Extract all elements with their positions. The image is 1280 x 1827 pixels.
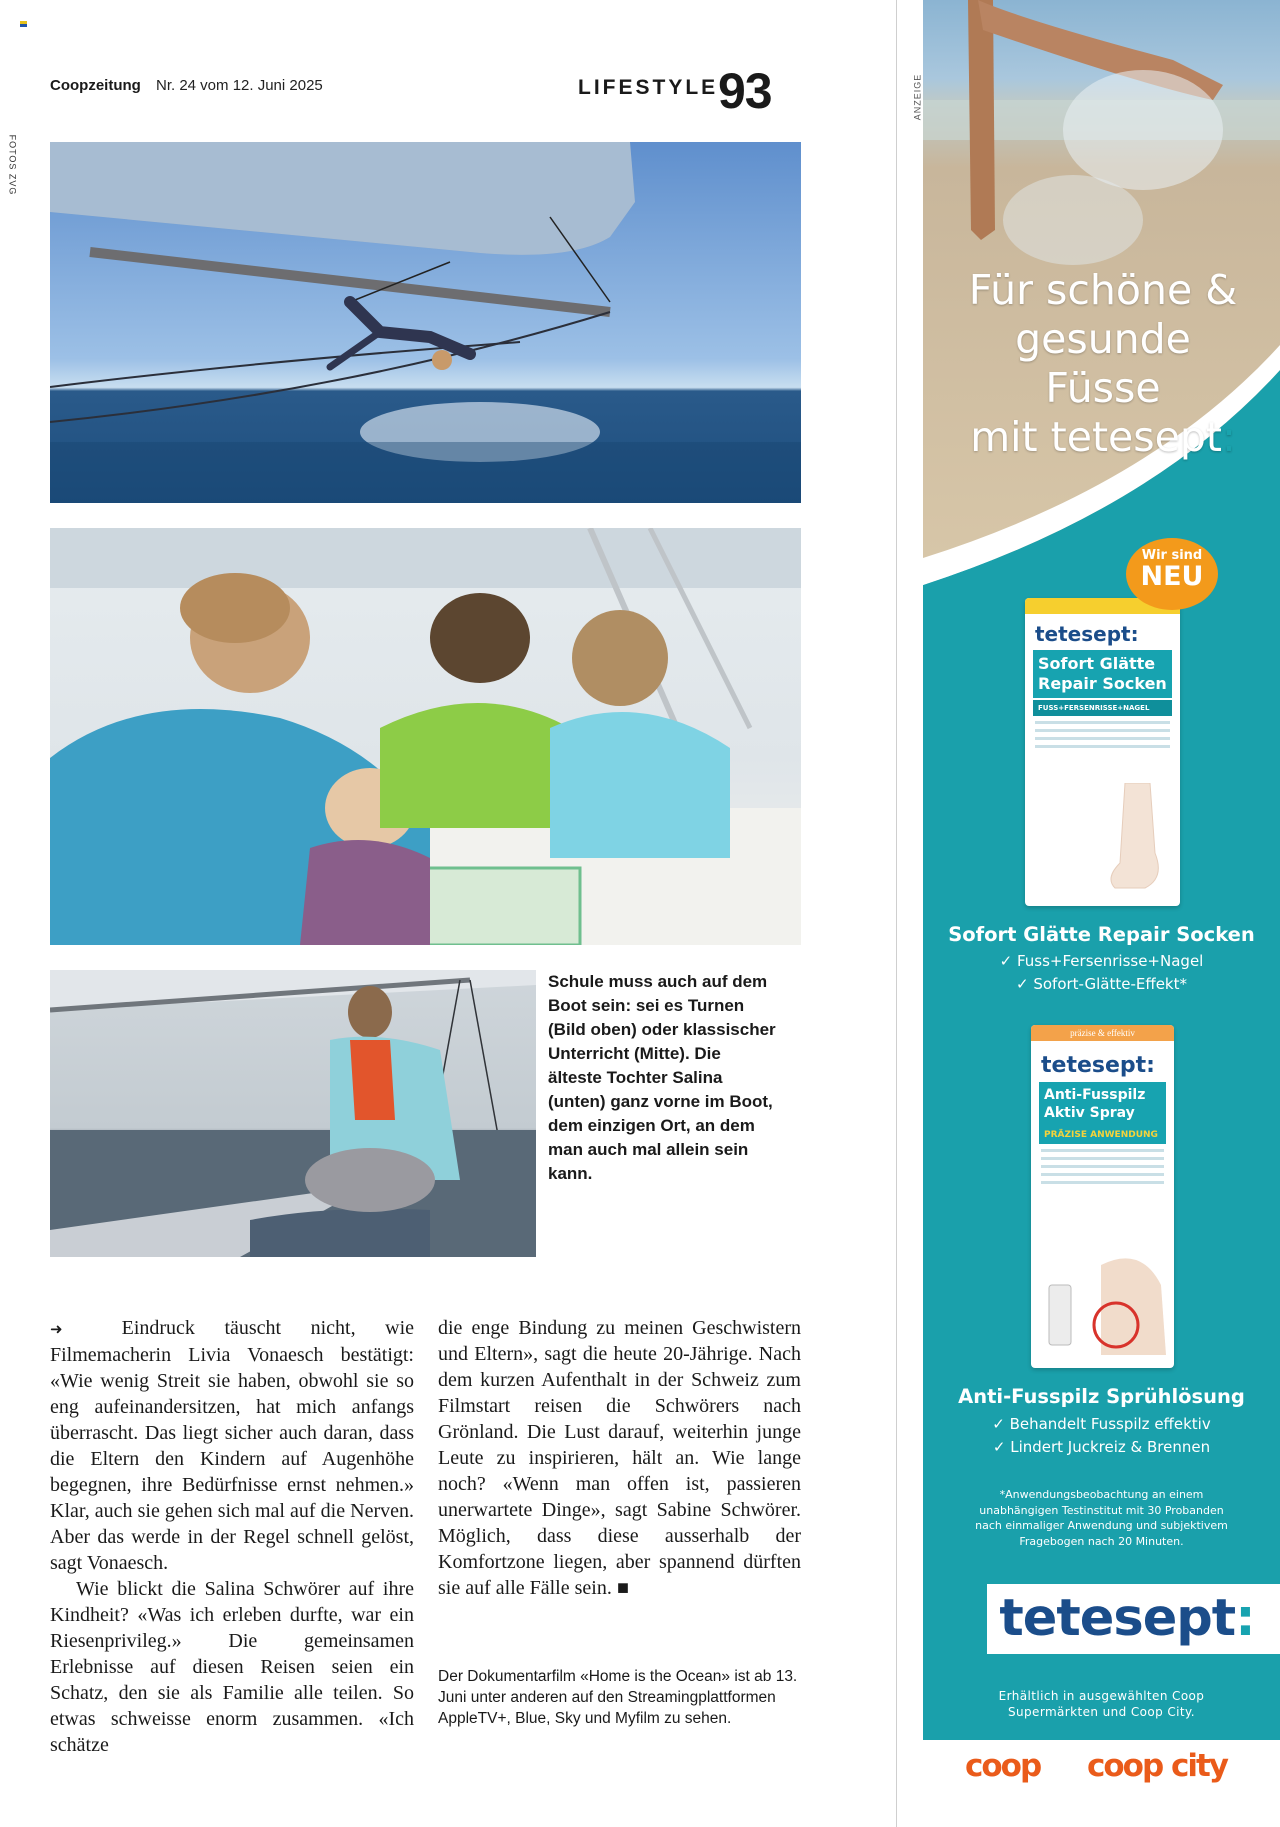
ad-headline-line	[953, 413, 1253, 462]
logo-colon: :	[1235, 1589, 1255, 1648]
product-2-bullets	[923, 1413, 1280, 1459]
product-2-bullet: ✓ Lindert Juckreiz & Brennen	[992, 1438, 1211, 1456]
pack-text-lines	[1031, 1149, 1174, 1184]
pack-product-name: Anti-Fusspilz Aktiv Spray	[1039, 1082, 1166, 1126]
article-text: Eindruck täuscht nicht, wie Filmemacherin Livia Vonaesch bestätigt: «Wie wenig Streit sie haben, obwohl sie so eng aufeinandersitzen, hat mich anfangs überrascht. Das liegt sicher auch daran, dass die Eltern den Kindern auf Augenhöhe begegnen, ihre Bedürfnisse ernst nehmen.» Klar, auch sie gehen sich mal auf die Nerven. Aber das werde in der Regel schnell gelöst, sagt Vonaesch.	[50, 1317, 415, 1574]
badge-top-text: Wir sind	[1141, 548, 1203, 563]
end-mark-icon: ■	[616, 1577, 629, 1599]
article-column-1	[50, 1315, 414, 1758]
article-paragraph	[50, 1315, 414, 1576]
ad-footnote: *Anwendungsbeobachtung an einem unabhängigen Testinstitut mit 30 Probanden nach einmaliger Anwendung und subjektivem Fragebogen nach 20 Minuten.	[975, 1488, 1228, 1548]
photo-boat-classroom-art	[50, 528, 801, 945]
coop-logo: coop	[965, 1748, 1041, 1784]
product-1-bullet: ✓ Sofort-Glätte-Effekt*	[1016, 975, 1187, 993]
pack-brand: tetesept:	[1035, 622, 1139, 646]
ad-headline-line: Für schöne &	[968, 266, 1238, 314]
ad-label: ANZEIGE	[912, 73, 923, 121]
section-title: LIFESTYLE	[578, 76, 719, 99]
photo-caption: Schule muss auch auf dem Boot sein: sei es Turnen (Bild oben) oder klassischer Unterricht (Mitte). Die älteste Tochter Salina (unten) ganz vorne im Boot, dem einzigen Ort, an dem man auch mal allein sein kann.	[548, 972, 776, 1183]
tetesept-logo	[987, 1584, 1280, 1654]
pack-product-name: Sofort Glätte Repair Socken	[1033, 650, 1172, 698]
pack-subline: FUSS+FERSENRISSE+NAGEL	[1033, 700, 1172, 716]
flag-mark	[20, 21, 27, 27]
photo-boat-classroom	[50, 528, 801, 945]
product-pack-spray	[1031, 1025, 1174, 1368]
ad-headline-colon: :	[1221, 413, 1236, 461]
pack-subline: PRÄZISE ANWENDUNG	[1039, 1126, 1166, 1144]
product-1-name: Sofort Glätte Repair Socken	[948, 923, 1255, 946]
logo-text: tetesept	[999, 1589, 1236, 1648]
new-badge	[1126, 538, 1218, 610]
coop-city-logo: coop city	[1087, 1748, 1227, 1784]
ad-headline-brand: mit tetesept	[970, 413, 1222, 461]
product-2-name: Anti-Fusspilz Sprühlösung	[958, 1385, 1245, 1408]
article-paragraph: Wie blickt die Salina Schwörer auf ihre Kindheit? «Was ich erleben durfte, war ein Riesenprivileg.» Die gemeinsamen Erlebnisse auf diesen Reisen seien ein Schatz, den sie als Familie alle teilen. So etwas schweisse enorm zusammen. «Ich schätze	[50, 1578, 414, 1756]
issue-info: Nr. 24 vom 12. Juni 2025	[156, 77, 323, 94]
availability-text: Erhältlich in ausgewählten Coop Supermärkten und Coop City.	[998, 1689, 1205, 1719]
ad-headline	[953, 266, 1253, 462]
photo-salina-bow-art	[50, 970, 536, 1257]
column-divider	[896, 0, 897, 1827]
pack-text-lines	[1025, 721, 1180, 748]
photo-sailing-gymnastics	[50, 142, 801, 503]
spray-foot-illustration-icon	[1031, 1245, 1174, 1368]
article-column-2	[438, 1315, 801, 1601]
pack-top-band: präzise & effektiv	[1031, 1025, 1174, 1041]
product-1-bullets	[923, 950, 1280, 996]
tetesept-advertisement[interactable]	[923, 0, 1280, 1827]
photo-salina-bow	[50, 970, 536, 1257]
film-credit-note: Der Dokumentarfilm «Home is the Ocean» ist ab 13. Juni unter anderen auf den Streamingplattformen AppleTV+, Blue, Sky und Myfilm zu sehen.	[438, 1668, 798, 1727]
article-paragraph	[438, 1315, 801, 1601]
page-number: 93	[718, 63, 772, 119]
publication-name: Coopzeitung	[50, 77, 141, 94]
product-pack-socks	[1025, 598, 1180, 906]
photo-credit: FOTOS ZVG	[7, 134, 18, 196]
pack-brand: tetesept:	[1041, 1053, 1155, 1078]
ad-headline-line: gesunde Füsse	[1015, 315, 1191, 412]
continuation-arrow-icon: ➜	[50, 1320, 63, 1338]
product-2-bullet: ✓ Behandelt Fusspilz effektiv	[992, 1415, 1211, 1433]
badge-main-text: NEU	[1140, 561, 1204, 592]
article-text: die enge Bindung zu meinen Geschwistern und Eltern», sagt die heute 20-Jährige. Nach dem kurzen Aufenthalt in der Schweiz zum Filmstart reisen die Schwörers nach Grönland. Die Lust darauf, weiterhin junge Leute zu inspirieren, hält an. Wie lange noch? «Wenn man offen ist, passieren unerwartete Dinge», sagt Sabine Schwörer. Möglich, dass diese ausserhalb der Komfortzone liegen, aber spannend dürften sie auf alle Fälle sein.	[438, 1317, 801, 1599]
logo-wordmark	[987, 1590, 1267, 1648]
product-1-bullet: ✓ Fuss+Fersenrisse+Nagel	[999, 952, 1204, 970]
foot-illustration-icon	[1105, 783, 1175, 893]
photo-sailing-gymnastics-art	[50, 142, 801, 503]
